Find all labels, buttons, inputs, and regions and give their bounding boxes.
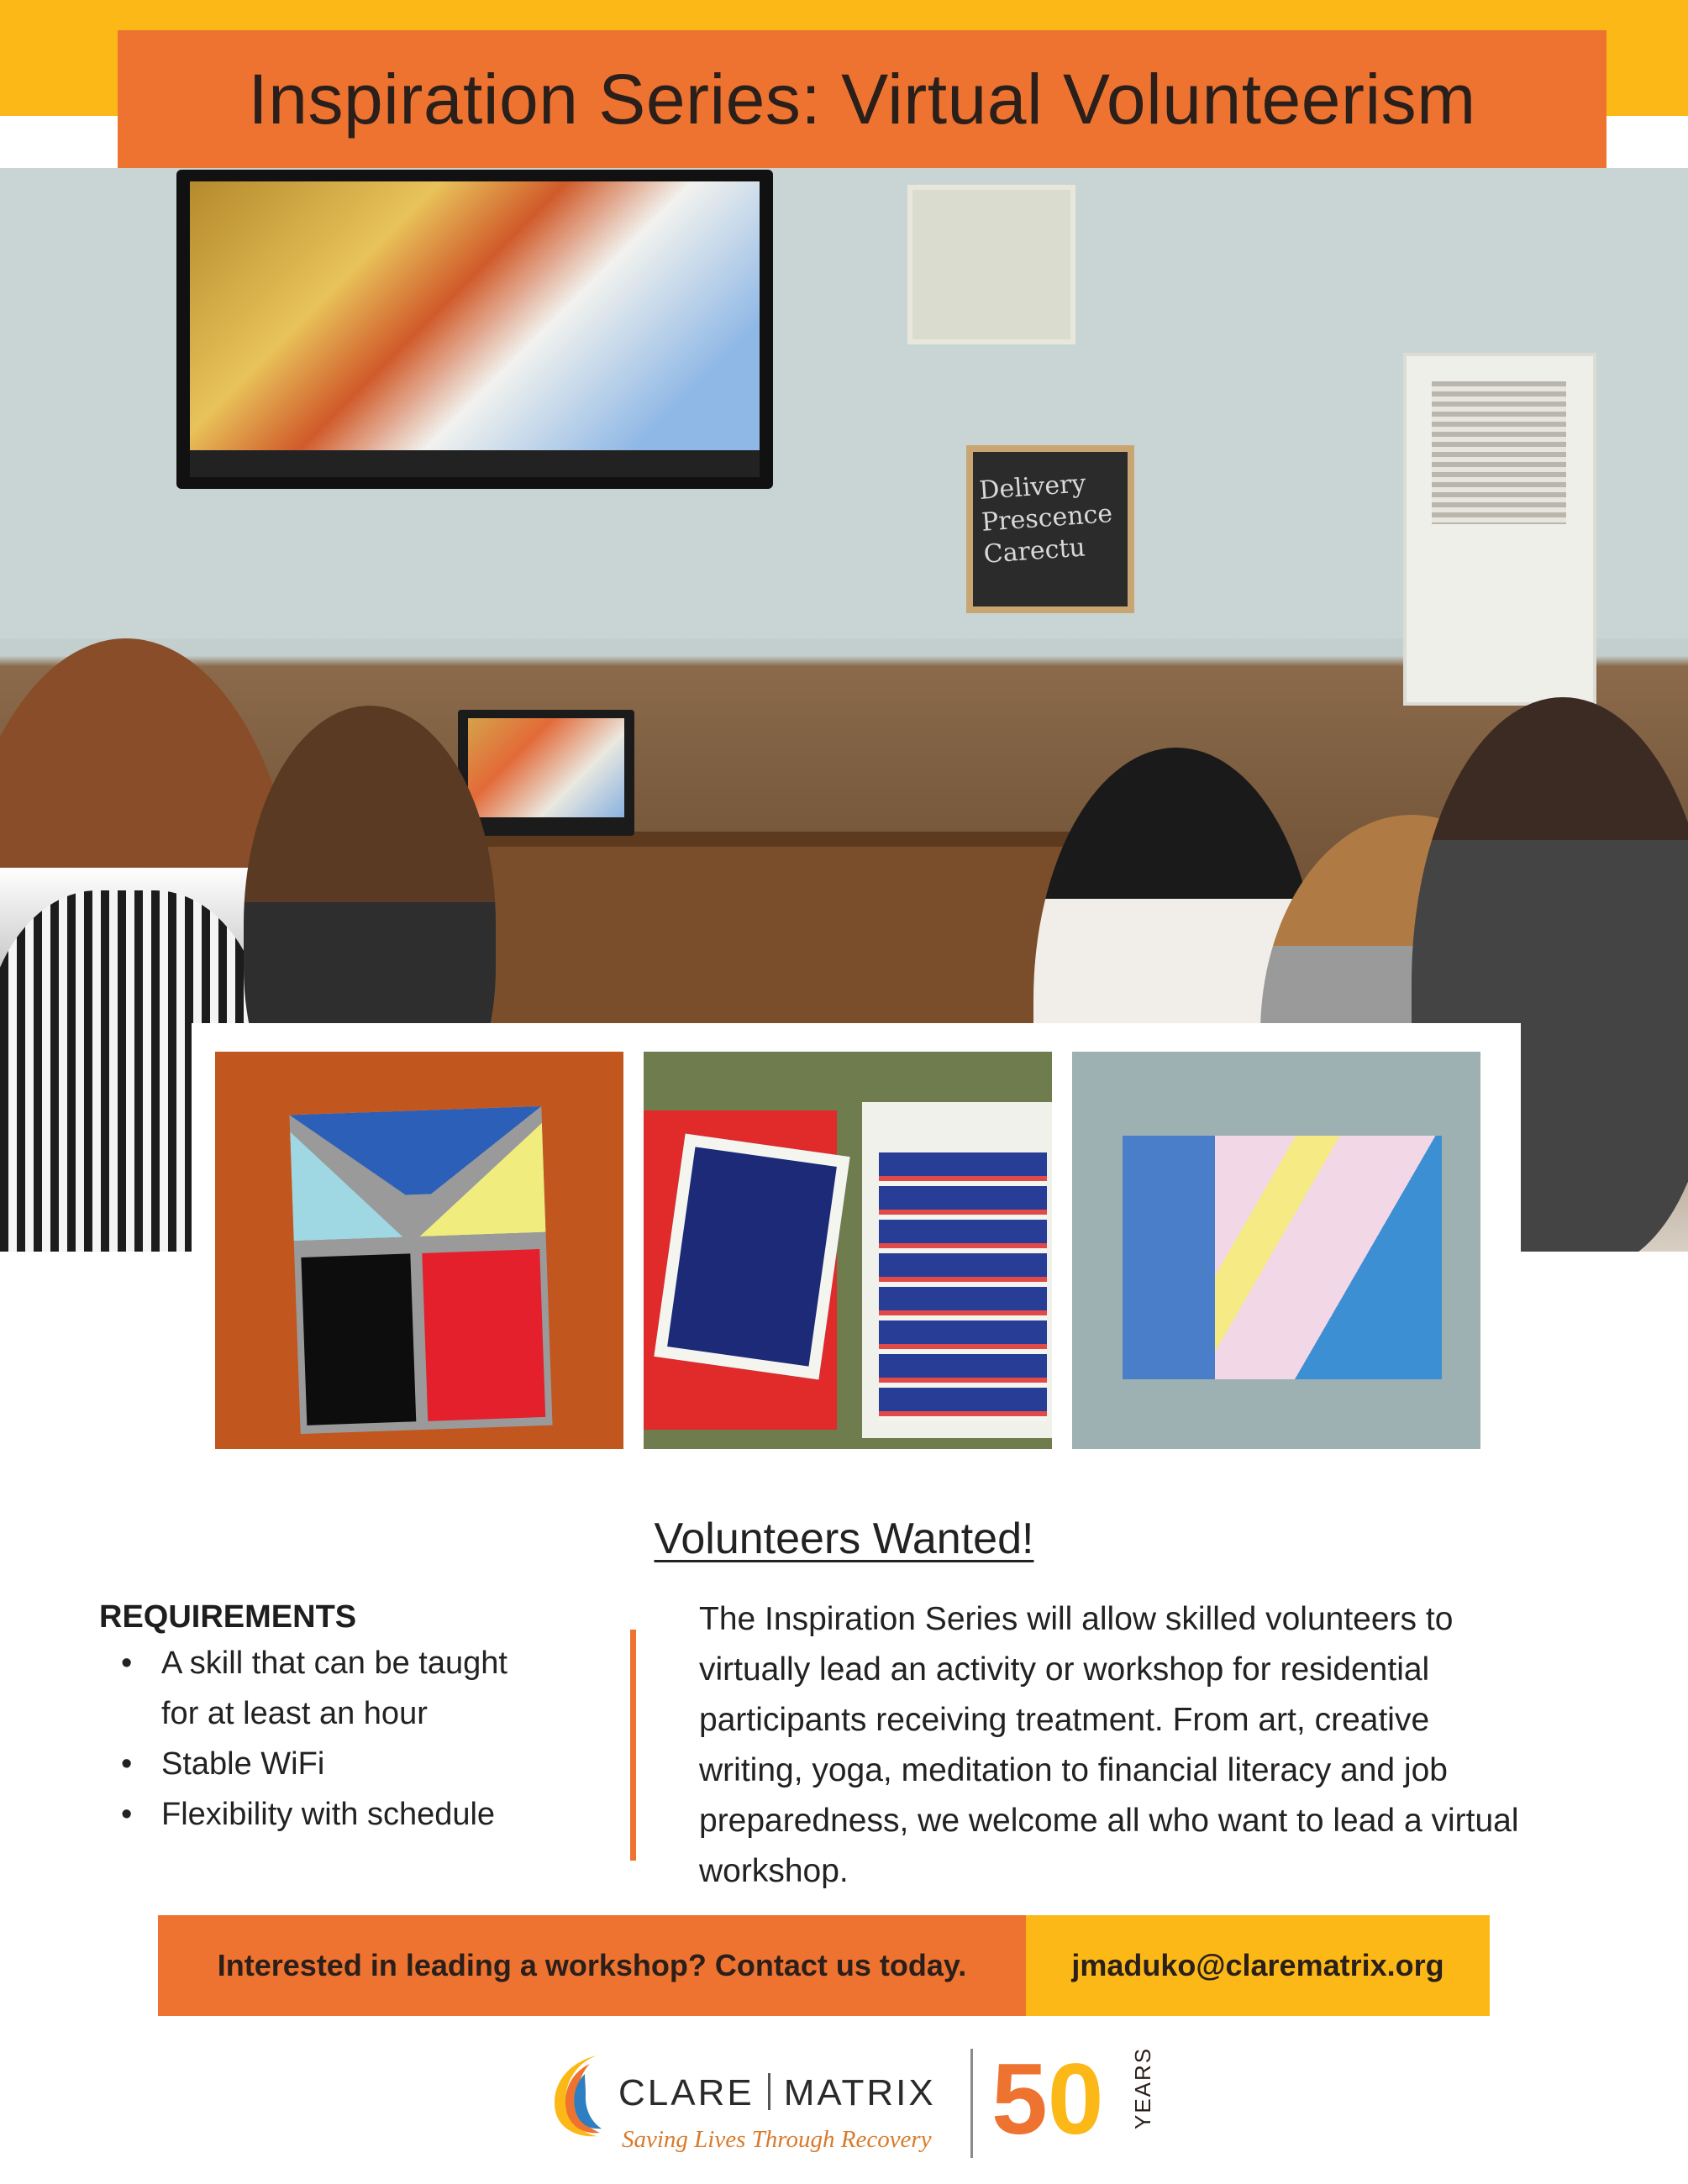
- contact-banner: [158, 1915, 1490, 2016]
- clare-matrix-logo: [538, 2045, 1176, 2163]
- photo-tv-screen: [190, 181, 760, 450]
- photo-wall-art: [907, 185, 1075, 344]
- list-item-line: for at least an hour: [161, 1696, 428, 1731]
- anniversary-years-label: [1130, 2046, 1164, 2155]
- list-item: [118, 1739, 622, 1789]
- contact-email-box[interactable]: [1026, 1915, 1490, 2016]
- painting-photo: [644, 1052, 1052, 1449]
- contact-message-box: [158, 1915, 1026, 2016]
- logo-wordmark: [618, 2072, 936, 2114]
- description-paragraph: The Inspiration Series will allow skilled volunteers to virtually lead an activity or workshop for residential participants receiving treatment. From art, creative writing, yoga, meditation to financial literacy and job preparedness, we welcome all who want to lead a virtual workshop.: [699, 1601, 1519, 1889]
- anniversary-digit: 0: [1047, 2043, 1104, 2155]
- logo-tagline: Saving Lives Through Recovery: [622, 2126, 932, 2153]
- list-item: [118, 1638, 622, 1739]
- logo-divider: [970, 2049, 973, 2158]
- painting-photo: [1072, 1052, 1480, 1449]
- photo-tv: [176, 170, 773, 489]
- anniversary-digit: 5: [991, 2043, 1048, 2155]
- section-heading: [0, 1514, 1688, 1564]
- logo-word-clare: CLARE: [618, 2072, 755, 2113]
- logo-word-matrix: MATRIX: [783, 2072, 936, 2113]
- painting-canvas: [289, 1106, 552, 1434]
- anniversary-number: [991, 2043, 1104, 2155]
- painting-photo: [215, 1052, 623, 1449]
- list-item: [118, 1789, 622, 1840]
- photo-tv-toolbar: [190, 450, 760, 477]
- contact-email-link[interactable]: jmaduko@clarematrix.org: [1071, 1948, 1444, 1982]
- list-item-line: Stable WiFi: [161, 1746, 325, 1782]
- clare-matrix-crescent-icon: [538, 2049, 613, 2141]
- requirements-list: [118, 1638, 622, 1840]
- anniversary-years-text: YEARS: [1130, 2046, 1155, 2129]
- painting-canvas: [862, 1102, 1052, 1438]
- page-title: Inspiration Series: Virtual Volunteerism: [248, 59, 1476, 139]
- list-item-line: Flexibility with schedule: [161, 1797, 496, 1832]
- painting-canvas: [1123, 1136, 1442, 1379]
- vertical-divider: [630, 1630, 636, 1861]
- requirements-title: REQUIREMENTS: [99, 1599, 357, 1635]
- list-item-line: A skill that can be taught: [161, 1646, 507, 1681]
- title-banner: [118, 30, 1606, 168]
- photo-wall-vent: [1403, 353, 1596, 706]
- painting-canvas: [644, 1110, 837, 1430]
- volunteers-wanted-heading: Volunteers Wanted!: [654, 1515, 1034, 1563]
- paintings-panel: [192, 1023, 1521, 1456]
- photo-laptop: [458, 710, 634, 836]
- photo-chalkboard-text: Delivery Prescence Carectu: [978, 469, 1114, 570]
- contact-message: Interested in leading a workshop? Contact us today.: [217, 1948, 967, 1982]
